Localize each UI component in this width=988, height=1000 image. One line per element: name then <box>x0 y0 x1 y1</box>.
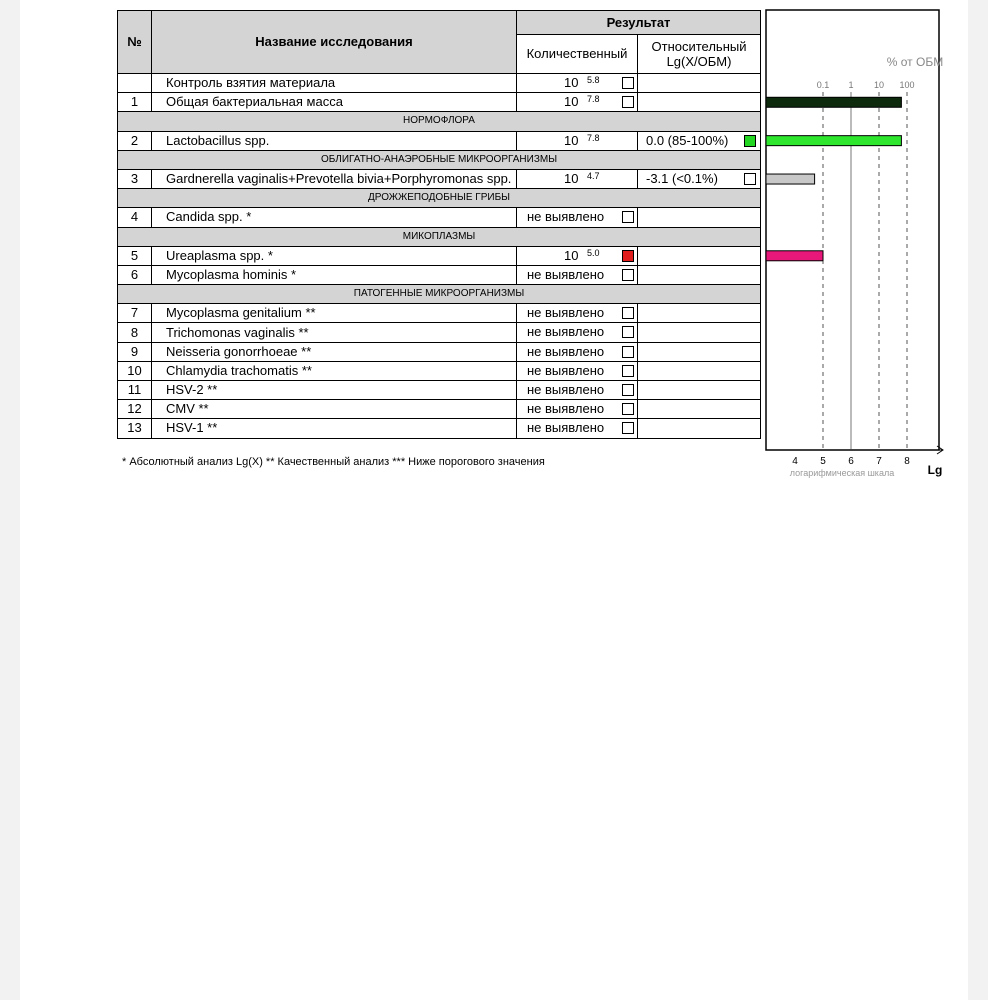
table-row <box>118 381 761 400</box>
header-relative-line2: Lg(X/ОБМ) <box>666 54 732 69</box>
section-label: ОБЛИГАТНО-АНАЭРОБНЫЕ МИКРООРГАНИЗМЫ <box>118 150 761 169</box>
row-number <box>118 74 152 93</box>
row-number: 10 <box>118 361 152 380</box>
percent-tick: 0.1 <box>816 80 830 90</box>
test-name: Trichomonas vaginalis ** <box>152 323 517 342</box>
row-number: 13 <box>118 419 152 438</box>
quantitative-base: 10 <box>564 132 579 148</box>
chart-bar <box>766 136 901 146</box>
relative-cell <box>638 419 761 438</box>
quantitative-cell <box>517 131 638 150</box>
header-number: № <box>118 11 152 74</box>
test-name: HSV-2 ** <box>152 381 517 400</box>
checkbox-icon <box>622 96 634 108</box>
relative-cell <box>638 304 761 323</box>
relative-value: -3.1 (<0.1%) <box>646 170 718 186</box>
quantitative-text: не выявлено <box>527 362 605 378</box>
quantitative-cell <box>517 361 638 380</box>
test-name: Lactobacillus spp. <box>152 131 517 150</box>
quantitative-cell <box>517 304 638 323</box>
relative-value: 0.0 (85-100%) <box>646 132 729 148</box>
percent-tick: 10 <box>873 80 885 90</box>
test-name: CMV ** <box>152 400 517 419</box>
section-label: ПАТОГЕННЫЕ МИКРООРГАНИЗМЫ <box>118 285 761 304</box>
quantitative-base: 10 <box>564 247 579 263</box>
table-row <box>118 208 761 227</box>
row-number: 12 <box>118 400 152 419</box>
quantitative-cell <box>517 265 638 284</box>
relative-cell <box>638 265 761 284</box>
row-number: 7 <box>118 304 152 323</box>
quantitative-cell <box>517 419 638 438</box>
x-tick-label: 4 <box>792 456 798 467</box>
checkbox-icon <box>622 346 634 358</box>
quantitative-base: 10 <box>564 94 579 110</box>
quantitative-base: 10 <box>564 170 579 186</box>
relative-cell <box>638 169 761 188</box>
quantitative-cell <box>517 208 638 227</box>
relative-cell <box>638 74 761 93</box>
x-tick-label: 6 <box>848 456 854 467</box>
relative-cell <box>638 400 761 419</box>
row-number: 5 <box>118 246 152 265</box>
quantitative-text: не выявлено <box>527 266 605 282</box>
row-number: 9 <box>118 342 152 361</box>
chart-bar <box>766 251 823 261</box>
table-row <box>118 265 761 284</box>
footnote: * Абсолютный анализ Lg(X) ** Качественный анализ *** Ниже порогового значения <box>122 456 545 468</box>
quantitative-cell <box>517 169 638 188</box>
row-number: 1 <box>118 93 152 112</box>
checkbox-icon <box>622 422 634 434</box>
checkbox-icon <box>622 384 634 396</box>
chart-bar <box>766 174 815 184</box>
flag-red-icon <box>622 250 634 262</box>
relative-cell <box>638 208 761 227</box>
quantitative-text: не выявлено <box>527 209 605 225</box>
table-row <box>118 304 761 323</box>
section-label: МИКОПЛАЗМЫ <box>118 227 761 246</box>
section-row <box>118 285 761 304</box>
relative-cell <box>638 342 761 361</box>
percent-tick: 100 <box>899 80 915 90</box>
table-row <box>118 361 761 380</box>
test-name: Общая бактериальная масса <box>152 93 517 112</box>
results-table <box>117 10 761 439</box>
checkbox-icon <box>622 269 634 281</box>
test-name: Mycoplasma genitalium ** <box>152 304 517 323</box>
quantitative-exponent: 4.7 <box>587 170 600 181</box>
row-number: 6 <box>118 265 152 284</box>
quantitative-cell <box>517 323 638 342</box>
quantitative-text: не выявлено <box>527 420 605 436</box>
table-row <box>118 419 761 438</box>
relative-cell <box>638 131 761 150</box>
table-row <box>118 342 761 361</box>
quantitative-exponent: 5.8 <box>587 75 600 85</box>
section-row <box>118 227 761 246</box>
quantitative-exponent: 5.0 <box>587 247 600 258</box>
header-relative-line1: Относительный <box>651 39 747 54</box>
quantitative-text: не выявлено <box>527 343 605 359</box>
quantitative-cell <box>517 74 638 93</box>
section-label: НОРМОФЛОРА <box>118 112 761 131</box>
row-number: 4 <box>118 208 152 227</box>
quantitative-text: не выявлено <box>527 324 605 340</box>
quantitative-cell <box>517 246 638 265</box>
test-name: Контроль взятия материала <box>152 74 517 93</box>
section-row <box>118 112 761 131</box>
test-name: Chlamydia trachomatis ** <box>152 361 517 380</box>
relative-cell <box>638 381 761 400</box>
quantitative-cell <box>517 381 638 400</box>
quantitative-text: не выявлено <box>527 382 605 397</box>
test-name: Gardnerella vaginalis+Prevotella bivia+Porphyromonas spp. <box>152 169 517 188</box>
test-name: Candida spp. * <box>152 208 517 227</box>
quantitative-exponent: 7.8 <box>587 94 600 105</box>
checkbox-icon <box>622 307 634 319</box>
checkbox-icon <box>622 211 634 223</box>
table-row <box>118 74 761 93</box>
checkbox-icon <box>622 403 634 415</box>
x-axis-label: Lg <box>927 463 943 477</box>
table-row <box>118 169 761 188</box>
x-tick-label: 8 <box>904 456 910 467</box>
relative-cell <box>638 246 761 265</box>
table-row <box>118 93 761 112</box>
table-row <box>118 131 761 150</box>
test-name: HSV-1 ** <box>152 419 517 438</box>
quantitative-cell <box>517 400 638 419</box>
quantitative-text: не выявлено <box>527 305 605 321</box>
quantitative-base: 10 <box>564 75 579 90</box>
quantitative-text: не выявлено <box>527 401 605 417</box>
header-name: Название исследования <box>152 11 517 74</box>
log-scale-chart <box>755 0 988 490</box>
quantitative-cell <box>517 342 638 361</box>
header-result: Результат <box>517 11 761 35</box>
checkbox-icon <box>622 77 634 89</box>
table-body <box>118 74 761 439</box>
scale-label: логарифмическая шкала <box>789 468 895 478</box>
percent-tick: 1 <box>848 80 854 90</box>
relative-cell <box>638 323 761 342</box>
checkbox-icon <box>622 326 634 338</box>
section-row <box>118 150 761 169</box>
checkbox-icon <box>622 365 634 377</box>
header-quantitative: Количественный <box>517 35 638 74</box>
relative-cell <box>638 93 761 112</box>
row-number: 2 <box>118 131 152 150</box>
header-relative <box>638 35 761 74</box>
table-row <box>118 246 761 265</box>
table-row <box>118 400 761 419</box>
row-number: 8 <box>118 323 152 342</box>
x-tick-label: 5 <box>820 456 826 467</box>
test-name: Ureaplasma spp. * <box>152 246 517 265</box>
relative-cell <box>638 361 761 380</box>
row-number: 11 <box>118 381 152 400</box>
section-label: ДРОЖЖЕПОДОБНЫЕ ГРИБЫ <box>118 189 761 208</box>
table-row <box>118 323 761 342</box>
row-number: 3 <box>118 169 152 188</box>
x-tick-label: 7 <box>876 456 882 467</box>
quantitative-cell <box>517 93 638 112</box>
chart-frame <box>766 10 939 450</box>
section-row <box>118 189 761 208</box>
chart-bar <box>766 97 901 107</box>
quantitative-exponent: 7.8 <box>587 132 600 143</box>
test-name: Mycoplasma hominis * <box>152 265 517 284</box>
test-name: Neisseria gonorrhoeae ** <box>152 342 517 361</box>
percent-label: % от ОБМ <box>886 55 944 69</box>
